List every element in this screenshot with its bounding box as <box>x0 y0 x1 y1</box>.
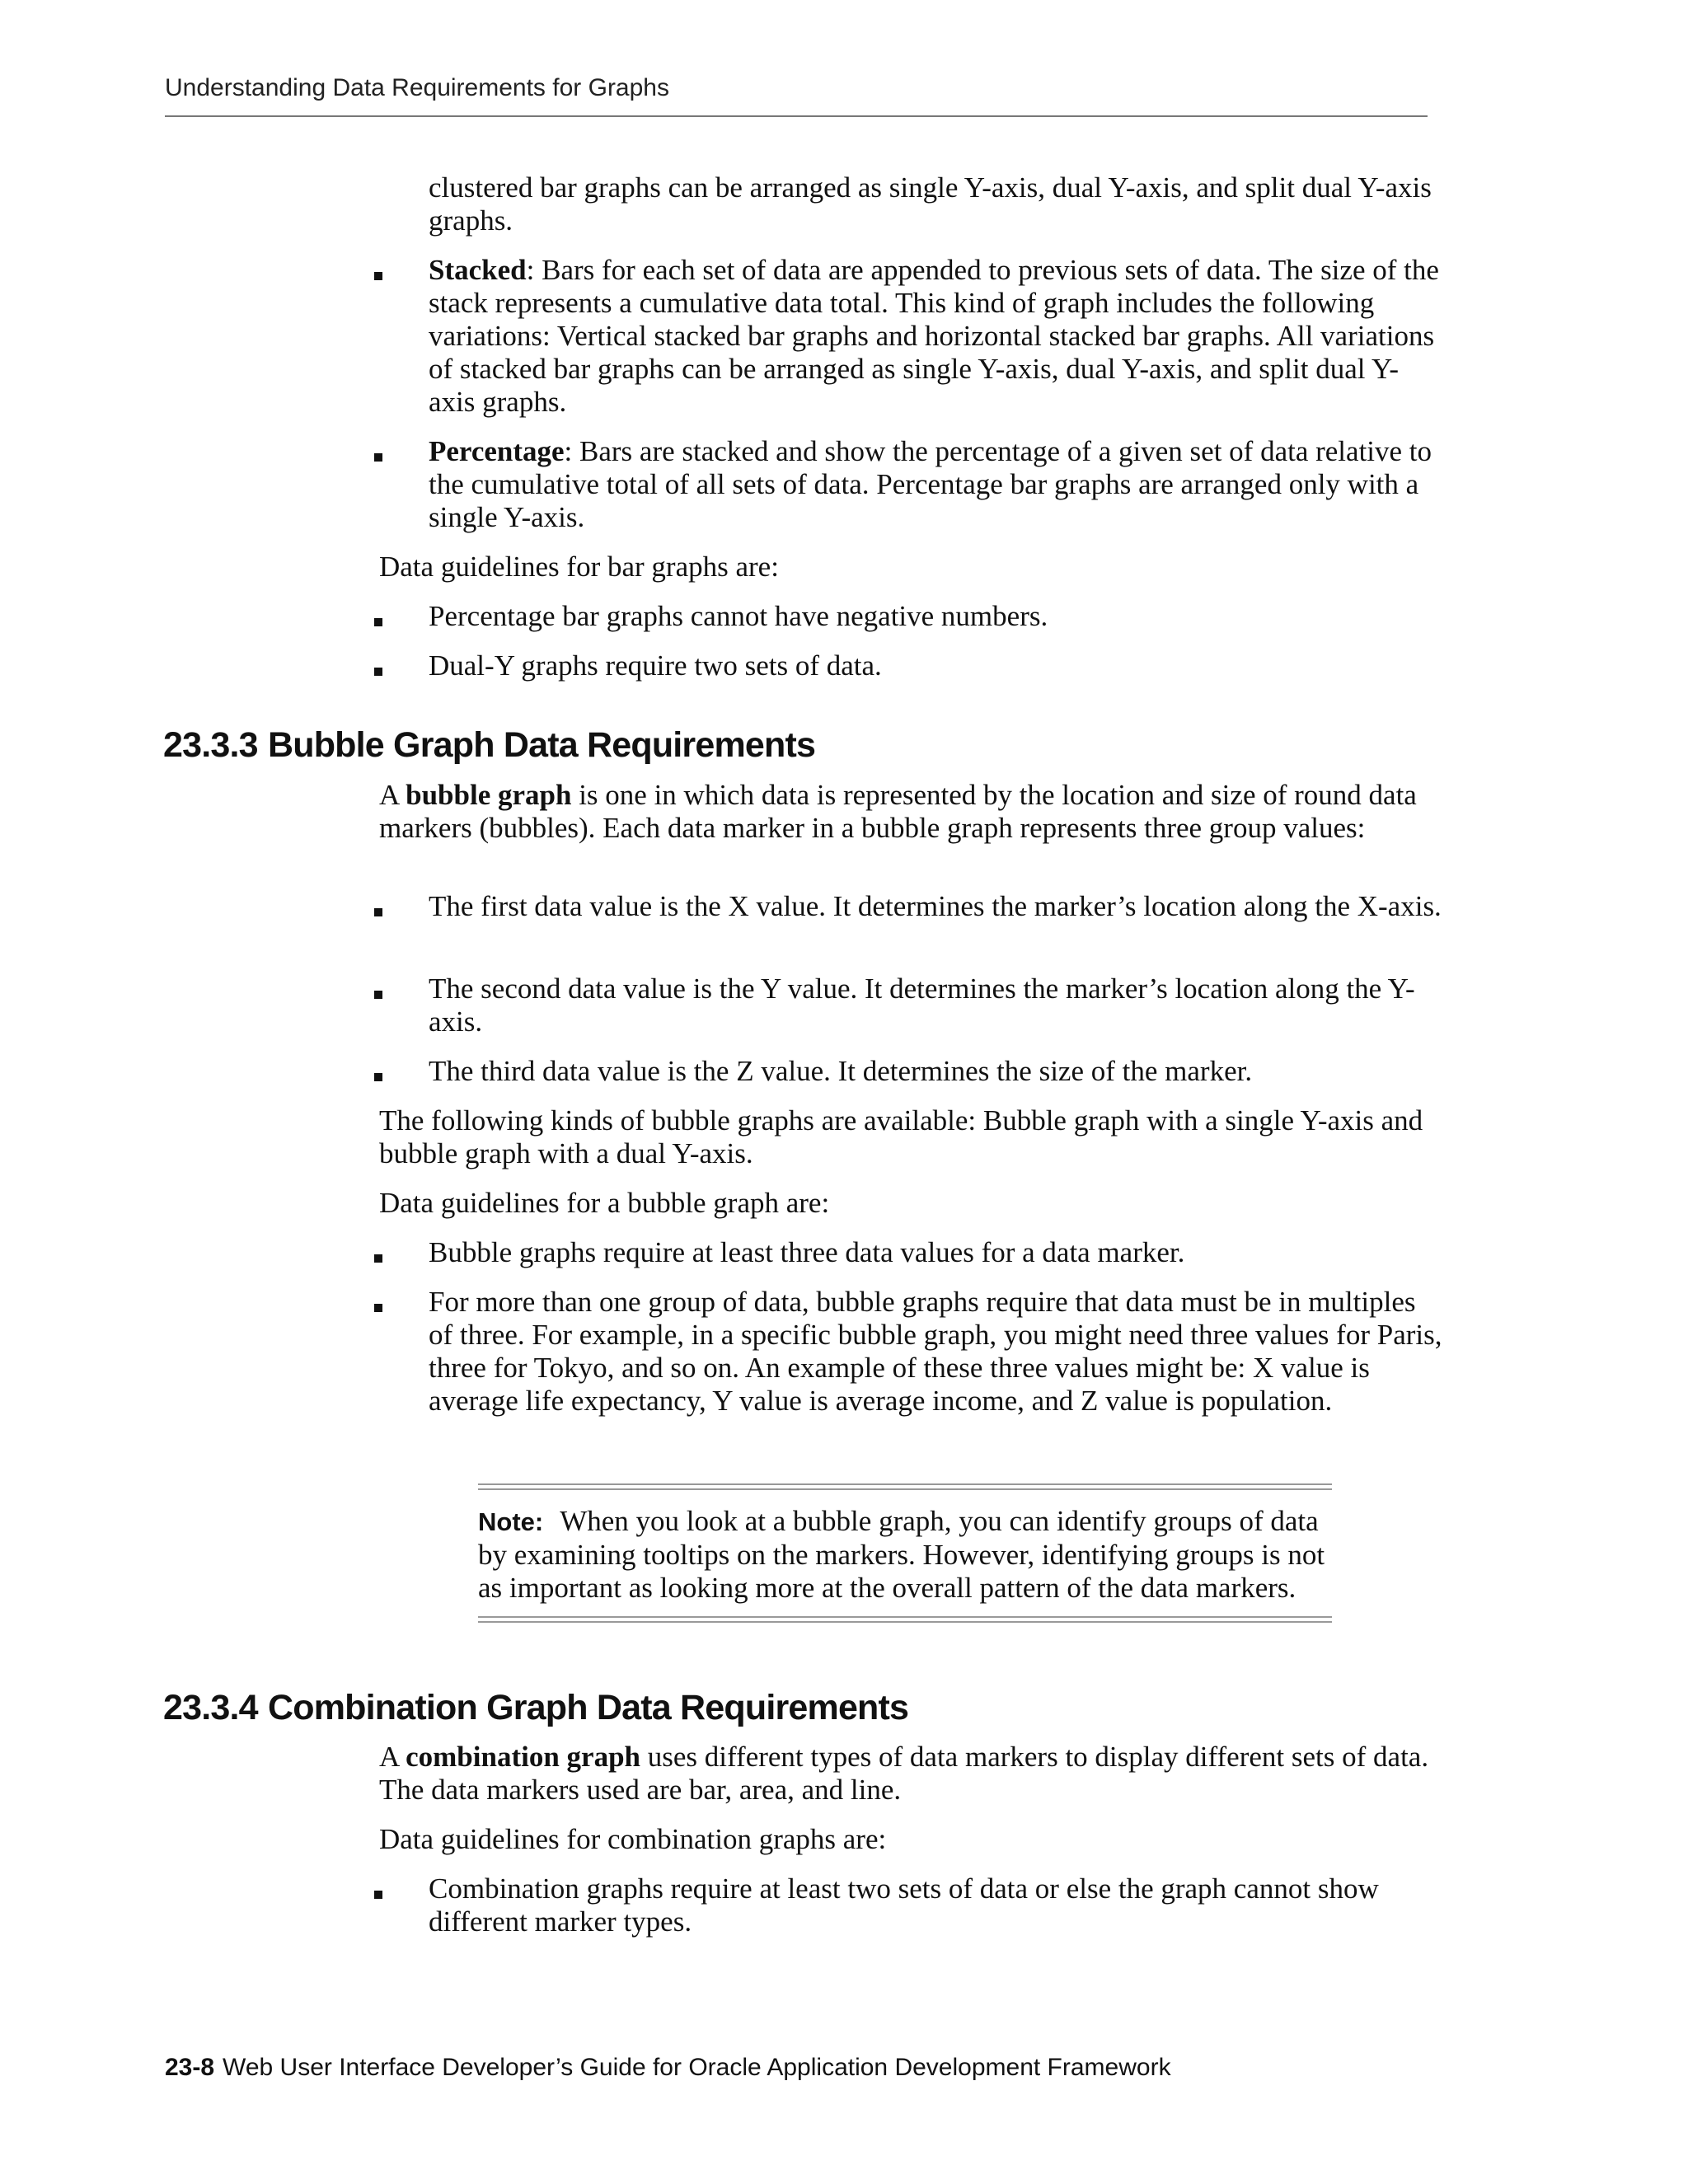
text-run: is one in which data is represented by the location and size of round data markers (bubbles). Each data marker in a bubble graph represents three group values: <box>379 779 1417 844</box>
bullet-marker <box>374 668 382 676</box>
percentage-term: Percentage <box>429 435 565 467</box>
bar-guideline-item: Dual-Y graphs require two sets of data. <box>429 649 882 682</box>
section-title: Combination Graph Data Requirements <box>268 1688 909 1727</box>
bullet-marker <box>374 1254 382 1263</box>
bubble-definition <box>379 779 1451 845</box>
bullet-marker <box>374 1891 382 1899</box>
bullet-marker <box>374 1304 382 1312</box>
continuation-paragraph: clustered bar graphs can be arranged as single Y-axis, dual Y-axis, and split dual Y-axis graphs. <box>429 171 1432 237</box>
bubble-value-item: The first data value is the X value. It determines the marker’s location along the X-axis. <box>429 890 1442 922</box>
note-box <box>478 1483 1332 1626</box>
percentage-bullet <box>429 435 1442 534</box>
page-number: 23-8 <box>165 2054 215 2081</box>
section-heading-combination <box>163 1688 908 1728</box>
note-bottom-rule <box>478 1621 1332 1623</box>
running-header: Understanding Data Requirements for Graphs <box>165 74 669 101</box>
bar-guideline-item: Percentage bar graphs cannot have negative numbers. <box>429 600 1048 632</box>
bubble-value-item: The third data value is the Z value. It determines the size of the marker. <box>429 1055 1253 1087</box>
section-number: 23.3.4 <box>163 1688 258 1727</box>
bullet-marker <box>374 991 382 999</box>
bubble-graph-term: bubble graph <box>406 779 572 811</box>
stacked-bullet <box>429 254 1442 419</box>
combination-guidelines-intro: Data guidelines for combination graphs are: <box>379 1823 887 1855</box>
header-rule <box>165 115 1428 117</box>
book-title: Web User Interface Developer’s Guide for Oracle Application Development Framework <box>223 2054 1171 2081</box>
section-title: Bubble Graph Data Requirements <box>268 725 816 765</box>
page-footer <box>165 2054 1171 2082</box>
section-heading-bubble <box>163 725 815 766</box>
section-number: 23.3.3 <box>163 725 258 765</box>
combination-graph-term: combination graph <box>406 1741 641 1773</box>
combination-guideline-item: Combination graphs require at least two sets of data or else the graph cannot show different marker types. <box>429 1872 1379 1938</box>
bubble-guideline-item: Bubble graphs require at least three data values for a data marker. <box>429 1236 1185 1268</box>
stacked-term: Stacked <box>429 254 527 286</box>
note-top-rule <box>478 1488 1332 1490</box>
note-label: Note: <box>478 1507 544 1536</box>
combination-definition <box>379 1741 1451 1807</box>
bullet-marker <box>374 453 382 462</box>
text-run: A <box>379 1741 406 1773</box>
bubble-guideline-item: For more than one group of data, bubble graphs require that data must be in multiples of three. For example, in a specific bubble graph, you might need three values for Paris, three for Tokyo, and so on. An example of these three values might be: X value is average life expectancy, Y value is average income, and Z value is population. <box>429 1286 1442 1417</box>
text-run: uses different types of data markers to display different sets of data. The data markers used are bar, area, and line. <box>379 1741 1429 1806</box>
bullet-marker <box>374 618 382 626</box>
bullet-marker <box>374 1073 382 1081</box>
note-text: When you look at a bubble graph, you can identify groups of data by examining tooltips on the markers. However, identifying groups is not as important as looking more at the overall pattern of the data markers. <box>478 1505 1325 1604</box>
text-run: A <box>379 779 406 811</box>
percentage-description: : Bars are stacked and show the percentage of a given set of data relative to the cumulative total of all sets of data. Percentage bar graphs are arranged only with a single Y-axis. <box>429 435 1432 533</box>
bubble-kinds-paragraph: The following kinds of bubble graphs are available: Bubble graph with a single Y-axis and bubble graph with a dual Y-axis. <box>379 1104 1423 1169</box>
note-bottom-rule <box>478 1616 1332 1618</box>
bar-guidelines-intro: Data guidelines for bar graphs are: <box>379 551 779 583</box>
bubble-guidelines-intro: Data guidelines for a bubble graph are: <box>379 1187 830 1219</box>
bubble-value-item: The second data value is the Y value. It determines the marker’s location along the Y-axis. <box>429 972 1415 1038</box>
stacked-description: : Bars for each set of data are appended to previous sets of data. The size of the stack represents a cumulative data total. This kind of graph includes the following variations: Vertical stacked bar graphs and horizontal stacked bar graphs. All variations of stacked bar graphs can be arranged as single Y-axis, dual Y-axis, and split dual Y-axis graphs. <box>429 254 1439 418</box>
bullet-marker <box>374 908 382 916</box>
note-top-rule <box>478 1483 1332 1485</box>
bullet-marker <box>374 272 382 280</box>
note-body <box>478 1493 1332 1616</box>
